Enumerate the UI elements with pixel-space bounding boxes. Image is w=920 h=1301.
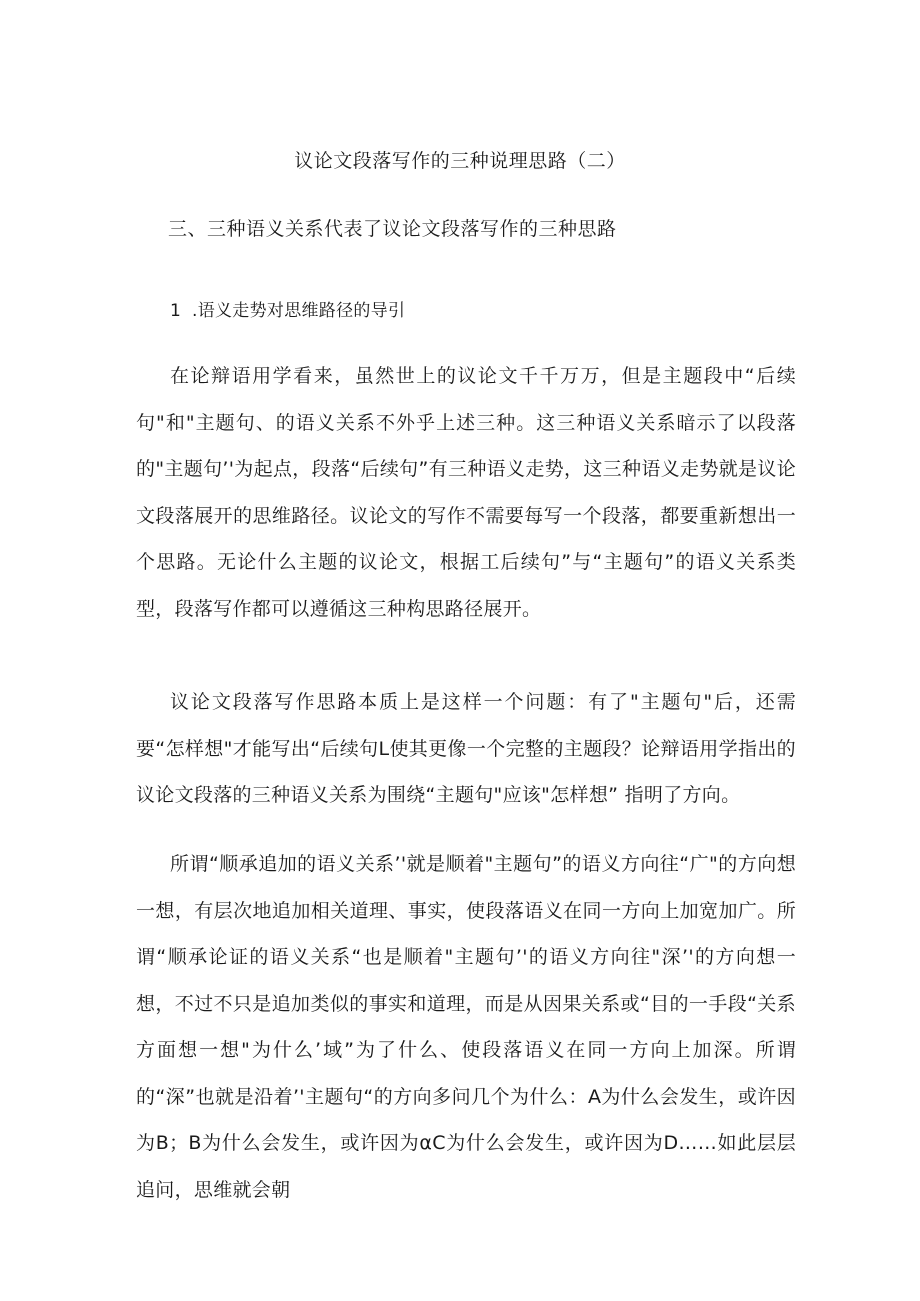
body-paragraph: 所谓“顺承追加的语义关系’'就是顺着"主题句”的语义方向往“广"的方向想一想，有层次地追加相关道理、事实，使段落语义在同一方向上加宽加广。所谓“顺承论证的语义关系“也是顺着"主题句’'的语义方向往"深’'的方向想一想，不过不只是追加类似的事实和道理，而是从因果关系或“目的一手段“关系方面想一想"为什么’域”为了什么、使段落语义在同一方向上加深。所谓的“深”也就是沿着’'主题句“的方向多问几个为什么：A为什么会发生，或许因为B；B为什么会发生，或许因为αC为什么会发生，或许因为D……如此层层追问，思维就会朝 (136, 853, 796, 1201)
subsection-number: 1 (170, 301, 182, 321)
document-title: 议论文段落写作的三种说理思路（二） (294, 150, 626, 172)
section-heading: 三、三种语义关系代表了议论文段落写作的三种思路 (168, 218, 617, 240)
body-paragraph: 议论文段落写作思路本质上是这样一个问题：有了"主题句"后，还需要“怎样想"才能写出“后续句L使其更像一个完整的主题段？论辩语用学指出的议论文段落的三种语义关系为围绕“主题句"应该"怎样想” 指明了方向。 (136, 691, 796, 806)
subsection-heading-row (170, 296, 405, 321)
subsection-heading: .语义走势对思维路径的导引 (192, 301, 406, 321)
body-paragraph: 在论辩语用学看来，虽然世上的议论文千千万万，但是主题段中“后续句"和"主题句、的语义关系不外乎上述三种。这三种语义关系暗示了以段落的"主题句’'为起点，段落“后续句”有三种语义走势，这三种语义走势就是议论文段落展开的思维路径。议论文的写作不需要每写一个段落，都要重新想出一个思路。无论什么主题的议论文，根据工后续句”与“主题句”的语义关系类型，段落写作都可以遵循这三种构思路径展开。 (136, 365, 796, 620)
